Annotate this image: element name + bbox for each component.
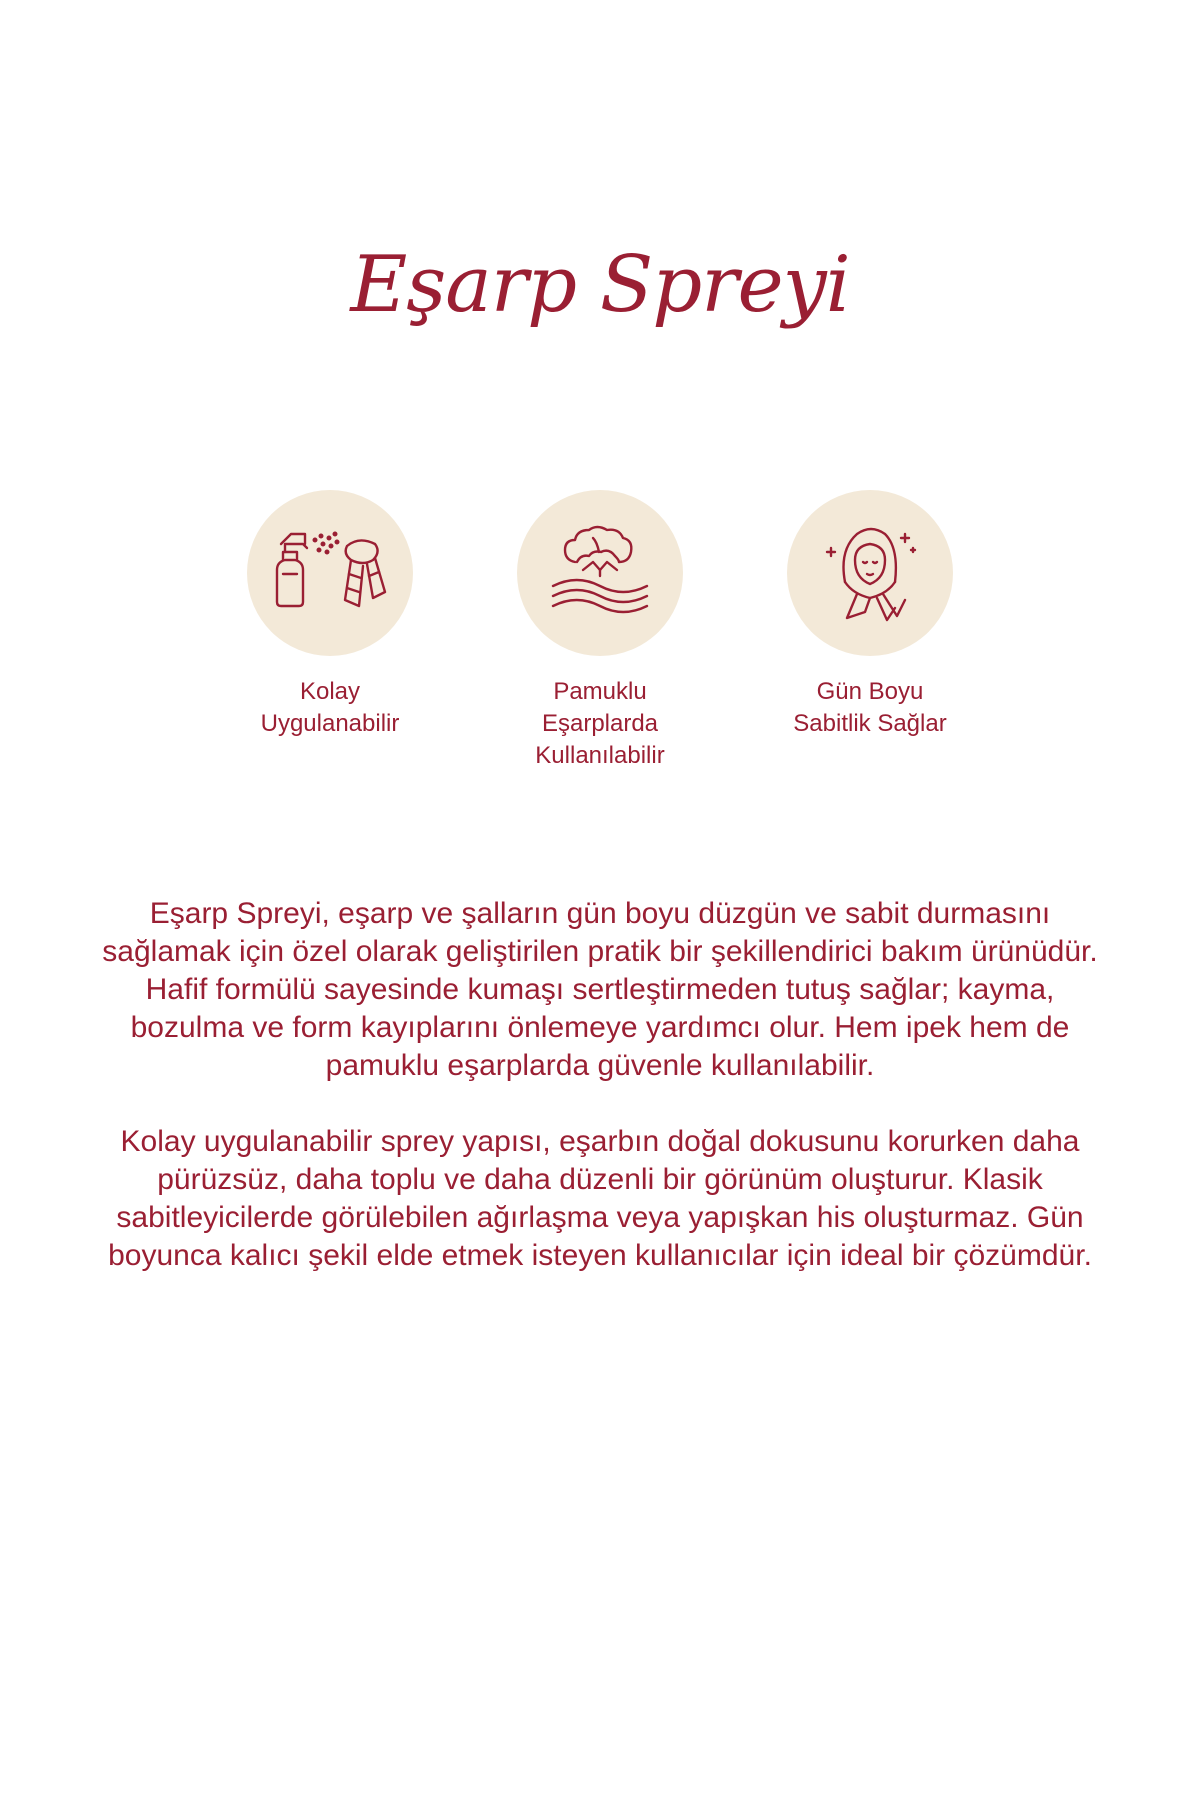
headscarf-woman-icon <box>787 490 953 656</box>
feature-cotton <box>450 490 750 772</box>
feature-all-day-hold <box>720 490 1020 740</box>
description-paragraph: Eşarp Spreyi, eşarp ve şalların gün boyu düzgün ve sabit durmasını sağlamak için özel olarak geliştirilen pratik bir şekillendirici bakım ürünüdür. Hafif formülü sayesinde kumaşı sertleştirmeden tutuş sağlar; kayma, bozulma ve form kayıplarını önlemeye yardımcı olur. Hem ipek hem de pamuklu eşarplarda güvenle kullanılabilir. <box>102 897 1098 1082</box>
page-title: Eşarp Spreyi <box>350 240 850 330</box>
feature-label-cotton: Pamuklu Eşarplarda Kullanılabilir <box>535 678 665 769</box>
feature-label-all-day-hold: Gün Boyu Sabitlik Sağlar <box>793 678 947 737</box>
cotton-icon <box>517 490 683 656</box>
spray-bottle-scarf-icon <box>247 490 413 656</box>
product-description <box>90 895 1110 1313</box>
feature-easy-apply <box>180 490 480 740</box>
description-paragraph: Kolay uygulanabilir sprey yapısı, eşarbın doğal dokusunu korurken daha pürüzsüz, daha toplu ve daha düzenli bir görünüm oluşturur. Klasik sabitleyicilerde görülebilen ağırlaşma veya yapışkan his oluşturmaz. Gün boyunca kalıcı şekil elde etmek isteyen kullanıcılar için ideal bir çözümdür. <box>108 1125 1092 1272</box>
features-row <box>0 490 1200 790</box>
feature-label-easy-apply: Kolay Uygulanabilir <box>260 678 400 737</box>
